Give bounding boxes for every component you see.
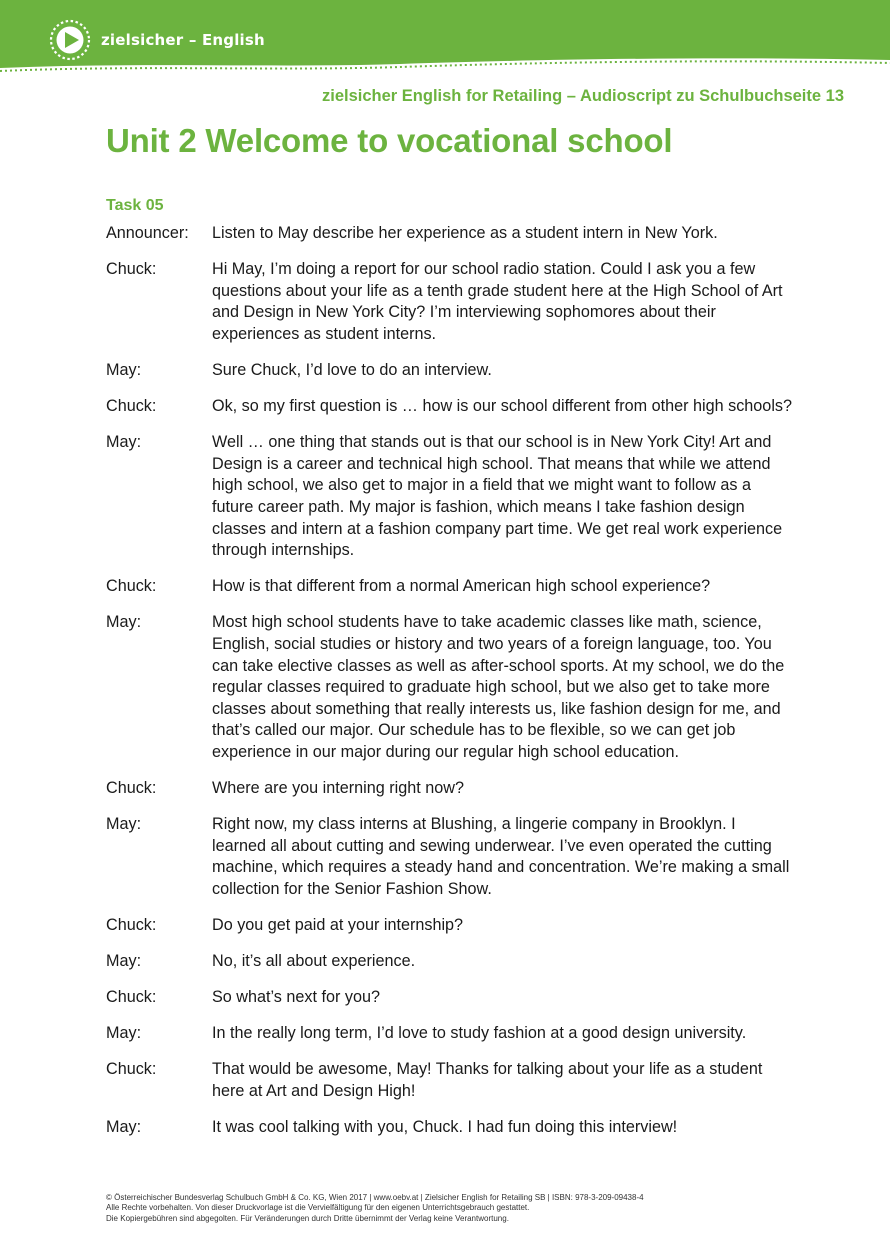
- dialogue-line: [106, 1117, 796, 1139]
- dialogue-line: [106, 778, 796, 800]
- dialogue: [106, 223, 796, 1153]
- speaker-name: Announcer:: [106, 224, 189, 242]
- footer-line: Die Kopiergebühren sind abgegolten. Für Veränderungen durch Dritte übernimmt der Verlag keine Verantwortung.: [106, 1213, 509, 1223]
- spoken-text: Ok, so my first question is … how is our school different from other high schools?: [212, 397, 793, 416]
- speaker-name: Chuck:: [106, 260, 157, 279]
- speaker-name: Chuck:: [106, 915, 157, 934]
- footer-line: Alle Rechte vorbehalten. Von dieser Druckvorlage ist die Vervielfältigung für den eigenen Unterrichtsgebrauch gestattet.: [106, 1203, 530, 1213]
- spoken-text: In the really long term, I’d love to study fashion at a good design university.: [212, 1024, 747, 1043]
- speaker-name: May:: [106, 433, 142, 452]
- dialogue-line: [106, 360, 796, 382]
- speaker-name: Chuck:: [106, 577, 157, 596]
- spoken-text: Listen to May describe her experience as a student intern in New York.: [212, 224, 718, 242]
- spoken-text: Right now, my class interns at Blushing, a lingerie company in Brooklyn. I learned all about cutting and sewing underwear. I’ve even operated the cutting machine, which requires a steady hand and concentration. We’re making a small collection for the Senior Fashion Show.: [212, 815, 790, 898]
- dialogue-line: [106, 576, 796, 598]
- dialogue-line: [106, 432, 796, 562]
- dialogue-line: [106, 1023, 796, 1045]
- task-label: Task 05: [106, 197, 164, 214]
- speaker-name: May:: [106, 1024, 142, 1043]
- speaker-name: Chuck:: [106, 397, 157, 416]
- speaker-name: May:: [106, 613, 142, 632]
- speaker-name: May:: [106, 815, 142, 834]
- spoken-text: Most high school students have to take academic classes like math, science, English, social studies or history and two years of a foreign language, too. You can take elective classes as well as after-school sports. At my school, we do the regular classes required to graduate high school, but we also get to take more classes about something that really interests us, like fashion design for me, and that’s called our major. Our schedule has to be flexible, so we can get job experience in our major during our regular high school education.: [212, 613, 785, 761]
- spoken-text: Where are you interning right now?: [212, 778, 464, 797]
- dialogue-line: [106, 1059, 796, 1102]
- spoken-text: Hi May, I’m doing a report for our school radio station. Could I ask you a few questions about your life as a tenth grade student here at the High School of Art and Design in New York City? I’m interviewing sophomores about their experiences as student interns.: [212, 260, 783, 343]
- spoken-text: Well … one thing that stands out is that our school is in New York City! Art and Design is a career and technical high school. That means that while we attend high school, we also get to major in a field that we might want to follow as a future career path. My major is fashion, which means I take fashion design classes and intern at a fashion company part time. We get real work experience through internships.: [212, 433, 783, 560]
- dialogue-line: [106, 612, 796, 763]
- dialogue-line: [106, 259, 796, 345]
- speaker-name: Chuck:: [106, 778, 157, 797]
- page-title: Unit 2 Welcome to vocational school: [106, 122, 673, 159]
- header-banner: [0, 0, 890, 80]
- speaker-name: May:: [106, 952, 142, 971]
- page-header: zielsicher English for Retailing – Audioscript zu Schulbuchseite 13: [322, 87, 844, 105]
- spoken-text: That would be awesome, May! Thanks for talking about your life as a student here at Art and Design High!: [212, 1060, 763, 1100]
- speaker-name: May:: [106, 360, 142, 379]
- brand-name: zielsicher – English: [101, 31, 265, 49]
- spoken-text: No, it’s all about experience.: [212, 952, 416, 971]
- dialogue-line: [106, 223, 796, 245]
- speaker-name: Chuck:: [106, 1060, 157, 1079]
- dialogue-line: [106, 951, 796, 973]
- speaker-name: May:: [106, 1118, 142, 1136]
- spoken-text: It was cool talking with you, Chuck. I had fun doing this interview!: [212, 1118, 678, 1136]
- speaker-name: Chuck:: [106, 988, 157, 1007]
- footer: [106, 1193, 806, 1224]
- spoken-text: How is that different from a normal American high school experience?: [212, 577, 711, 596]
- dialogue-line: [106, 396, 796, 418]
- spoken-text: Do you get paid at your internship?: [212, 915, 464, 934]
- spoken-text: Sure Chuck, I’d love to do an interview.: [212, 360, 492, 379]
- dialogue-line: [106, 915, 796, 937]
- dialogue-line: [106, 987, 796, 1009]
- footer-line: © Österreichischer Bundesverlag Schulbuch GmbH & Co. KG, Wien 2017 | www.oebv.at | Zielsicher English for Retailing SB | ISBN: 978-3-209-09438-4: [106, 1193, 644, 1202]
- dialogue-line: [106, 814, 796, 900]
- spoken-text: So what’s next for you?: [212, 988, 380, 1007]
